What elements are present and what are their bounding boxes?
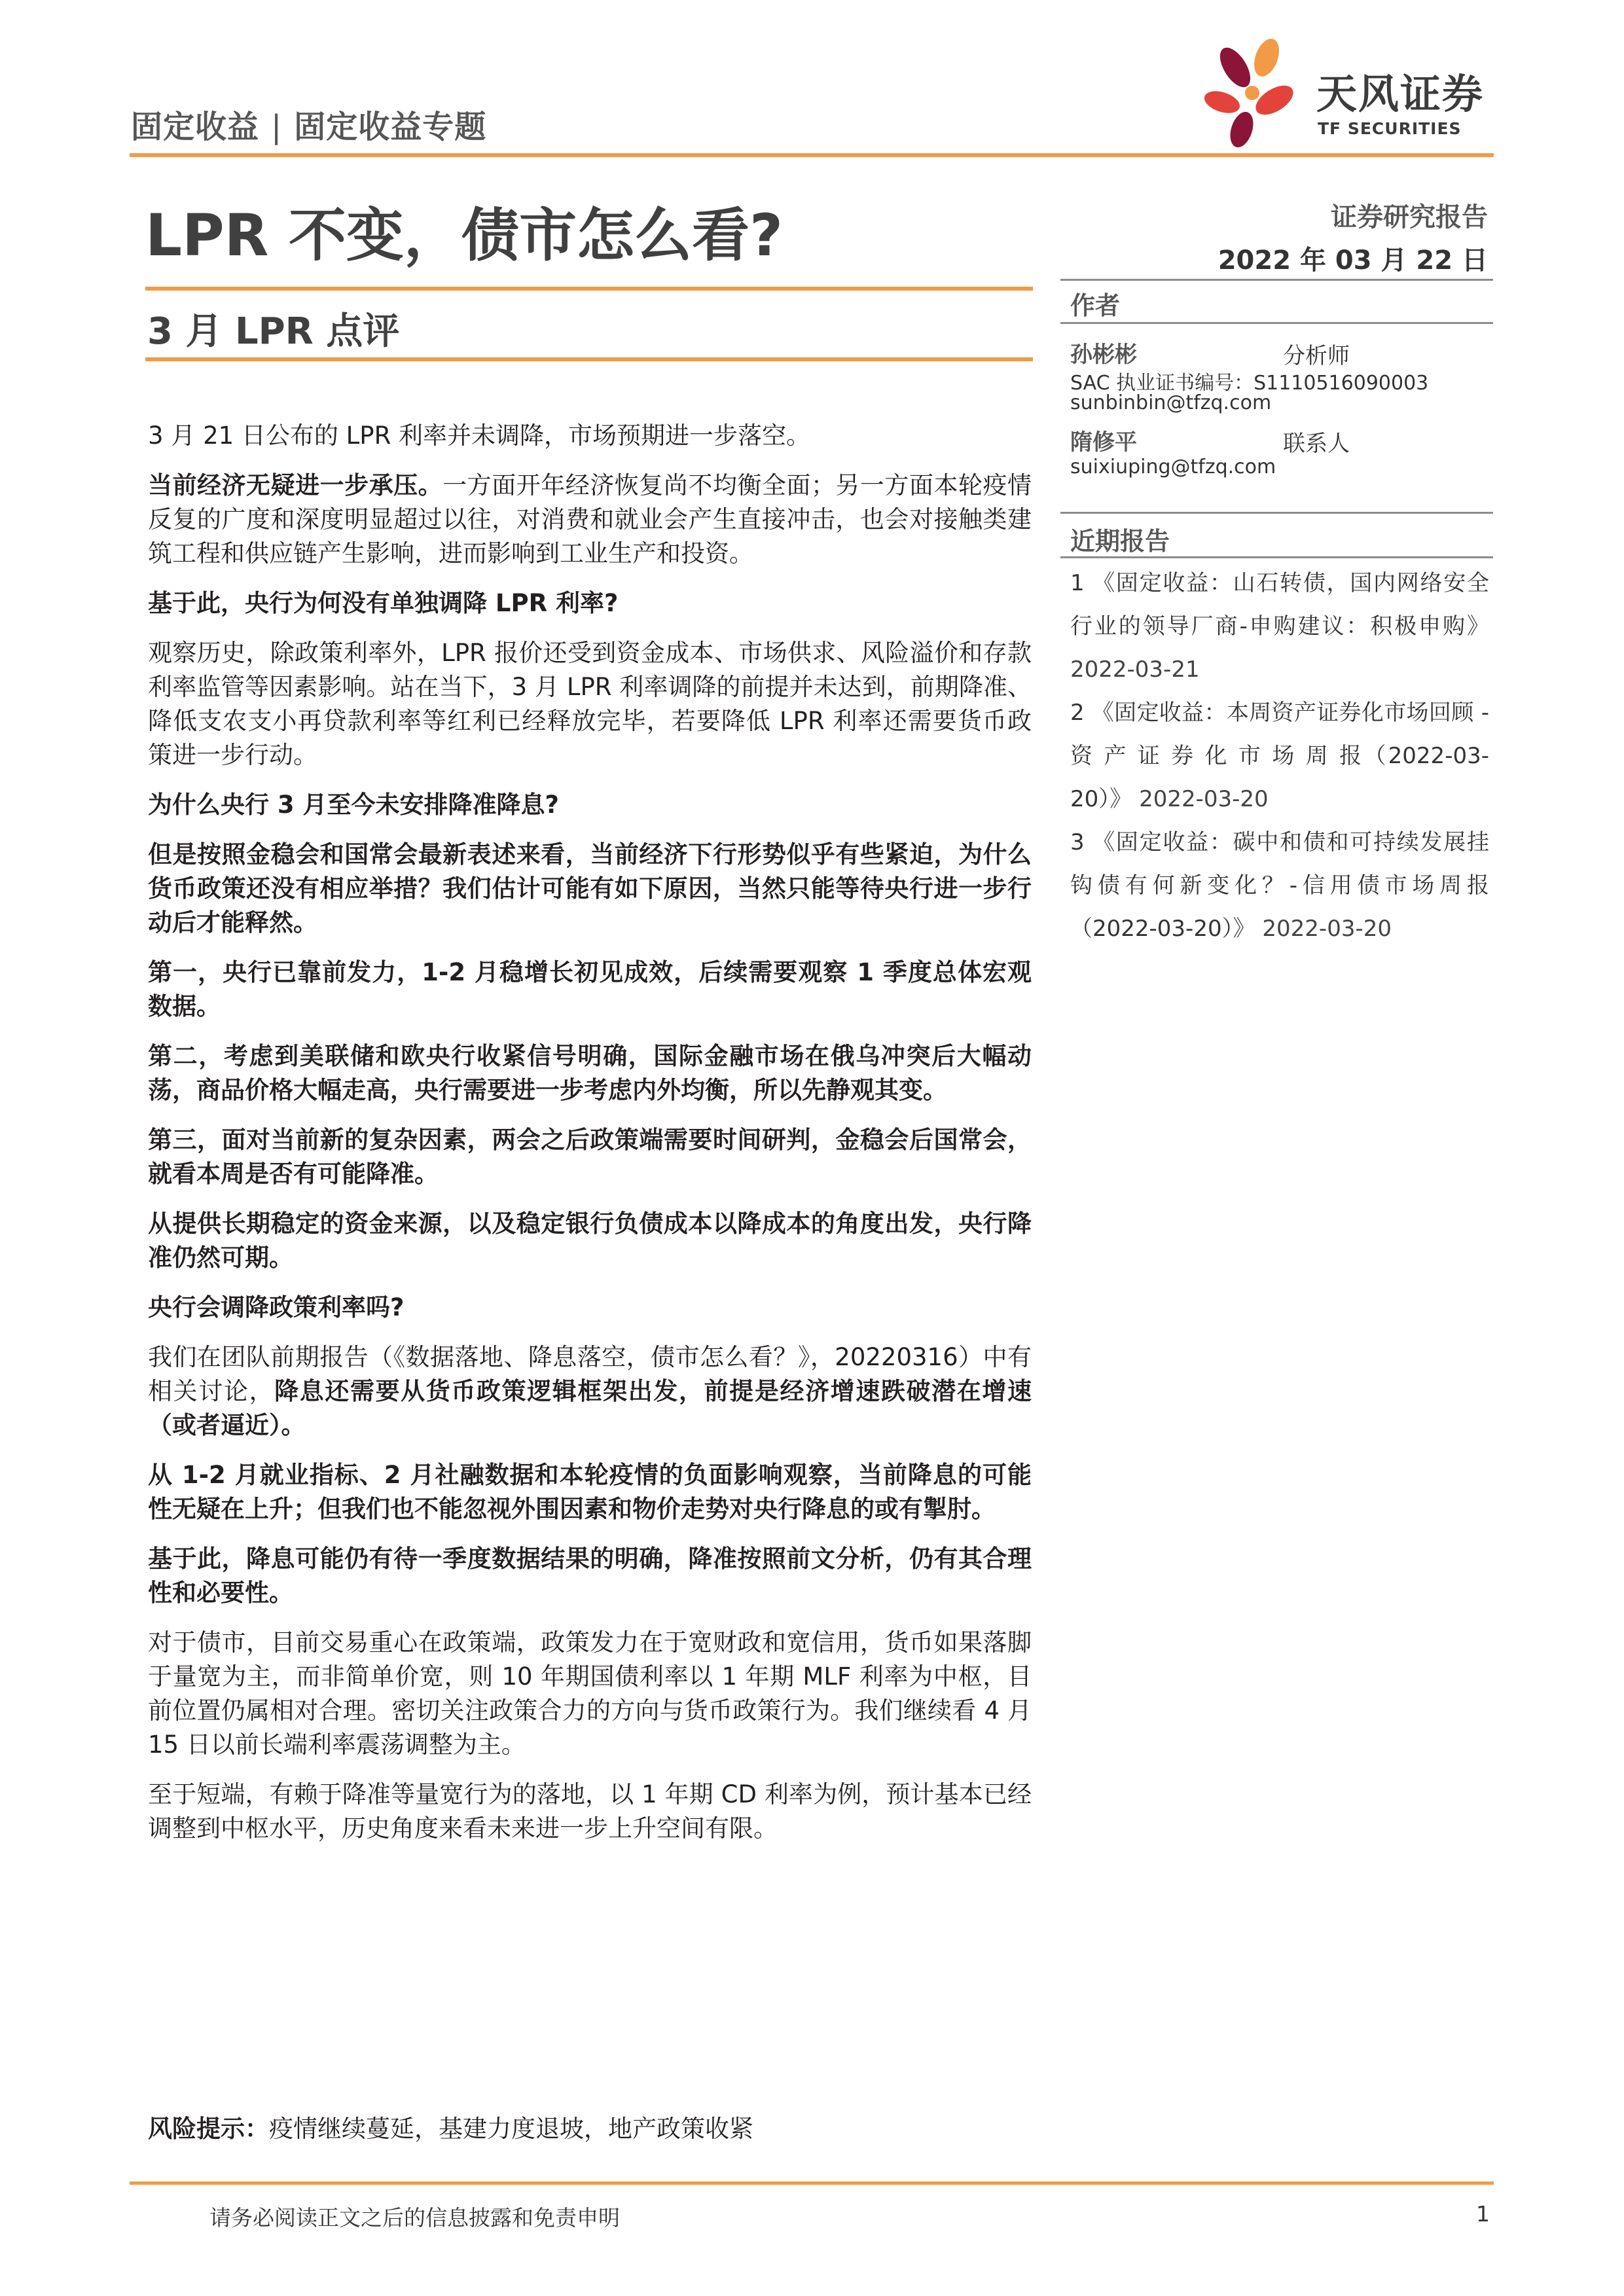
body-paragraph: 从 1-2 月就业指标、2 月社融数据和本轮疫情的负面影响观察，当前降息的可能性无疑在上升；但我们也不能忽视外围因素和物价走势对央行降息的或有掣肘。	[148, 1461, 1032, 1523]
section-question: 为什么央行 3 月至今未安排降准降息?	[148, 791, 559, 819]
breadcrumb-primary[interactable]: 固定收益	[131, 109, 260, 145]
recent-report-title: 1 《固定收益：山石转债，国内网络安全行业的领导厂商-申购建议：积极申购》	[1070, 570, 1489, 639]
recent-report-date: 2022-03-20	[1262, 916, 1392, 942]
risk-label: 风险提示：	[148, 2115, 269, 2143]
page-title: LPR 不变，债市怎么看?	[145, 202, 784, 269]
subtitle-divider	[145, 357, 1033, 361]
author-role: 分析师	[1283, 343, 1350, 369]
recent-report-title: 2 《固定收益：本周资产证券化市场回顾 - 资 产 证 券 化 市 场 周 报（2022-03-20）》	[1070, 700, 1489, 812]
petal-logo-icon	[1201, 38, 1312, 149]
section-question: 央行会调降政策利率吗?	[148, 1293, 405, 1321]
recent-top-divider	[1060, 512, 1493, 514]
report-type: 证券研究报告	[1331, 202, 1488, 232]
body-paragraph: 但是按照金稳会和国常会最新表述来看，当前经济下行形势似乎有些紧迫，为什么货币政策还没有相应举措？我们估计可能有如下原因，当然只能等待央行进一步行动后才能释然。	[148, 840, 1032, 937]
paragraph-emphasis: 降息还需要从货币政策逻辑框架出发，前提是经济增速跌破潜在增速（或者逼近）。	[148, 1377, 1032, 1439]
author-name: 孙彬彬	[1070, 342, 1137, 368]
body-paragraph: 第二，考虑到美联储和欧央行收紧信号明确，国际金融市场在俄乌冲突后大幅动荡，商品价格大幅走高，央行需要进一步考虑内外均衡，所以先静观其变。	[148, 1042, 1032, 1104]
list-item[interactable]	[1070, 562, 1489, 691]
footer-disclaimer[interactable]: 请务必阅读正文之后的信息披露和免责申明	[209, 2205, 620, 2231]
recent-report-date: 2022-03-20	[1139, 786, 1269, 812]
tf-securities-logo	[1201, 38, 1502, 149]
authors-divider	[1060, 322, 1493, 324]
breadcrumb-separator: |	[271, 109, 283, 145]
body-paragraph: 3 月 21 日公布的 LPR 利率并未调降，市场预期进一步落空。	[148, 422, 811, 450]
recent-divider	[1060, 556, 1493, 558]
authors-heading: 作者	[1070, 291, 1121, 320]
author-name: 隋修平	[1070, 429, 1137, 456]
breadcrumb-secondary[interactable]: 固定收益专题	[294, 109, 487, 145]
logo-en-text: TF SECURITIES	[1318, 119, 1462, 138]
body-paragraph: 从提供长期稳定的资金来源，以及稳定银行负债成本以降成本的角度出发，央行降准仍然可期。	[148, 1210, 1032, 1272]
body-paragraph: 至于短端，有赖于降准等量宽行为的落地，以 1 年期 CD 利率为例，预计基本已经调整到中枢水平，历史角度来看未来进一步上升空间有限。	[148, 1780, 1032, 1842]
body-paragraph: 基于此，降息可能仍有待一季度数据结果的明确，降准按照前文分析，仍有其合理性和必要性。	[148, 1545, 1032, 1607]
paragraph-text: 一方面开年经济恢复尚不均衡全面；另一方面本轮疫情反复的广度和深度明显超过以往，对消费和就业会产生直接冲击，也会对接触类建筑工程和供应链产生影响，进而影响到工业生产和投资。	[148, 471, 1032, 567]
recent-reports-list	[1070, 562, 1489, 950]
list-item[interactable]	[1070, 821, 1489, 950]
report-body	[148, 419, 1032, 1861]
page-subtitle: 3 月 LPR 点评	[147, 310, 400, 353]
recent-heading: 近期报告	[1070, 527, 1170, 556]
section-question: 基于此，央行为何没有单独调降 LPR 利率?	[148, 589, 619, 617]
paragraph-lead: 当前经济无疑进一步承压。	[148, 471, 443, 499]
body-paragraph: 第三，面对当前新的复杂因素，两会之后政策端需要时间研判，金稳会后国常会，就看本周是否有可能降准。	[148, 1126, 1032, 1188]
page-number: 1	[1476, 2201, 1490, 2227]
risk-warning	[148, 2109, 753, 2144]
footer-divider	[130, 2181, 1494, 2185]
report-date: 2022 年 03 月 22 日	[1218, 245, 1488, 276]
paragraph-text: 我们在团队前期报告（《数据落地、降息落空，债市怎么看？》，20220316）中有相关讨论，	[148, 1343, 1032, 1405]
author-license: SAC 执业证书编号：S1110516090003	[1070, 372, 1429, 395]
body-paragraph	[148, 1340, 1032, 1443]
recent-report-date: 2022-03-21	[1070, 656, 1200, 683]
breadcrumb	[131, 101, 486, 147]
body-paragraph: 第一，央行已靠前发力，1-2 月稳增长初见成效，后续需要观察 1 季度总体宏观数据。	[148, 958, 1032, 1020]
list-item[interactable]	[1070, 691, 1489, 821]
author-email[interactable]: sunbinbin@tfzq.com	[1070, 391, 1272, 414]
body-paragraph: 观察历史，除政策利率外，LPR 报价还受到资金成本、市场供求、风险溢价和存款利率监管等因素影响。站在当下，3 月 LPR 利率调降的前提并未达到，前期降准、降低支农支小再贷款利率等红利已经释放完毕，若要降低 LPR 利率还需要货币政策进一步行动。	[148, 639, 1032, 769]
date-divider	[1060, 279, 1493, 281]
recent-report-title: 3 《固定收益：碳中和债和可持续发展挂钩债有何新变化？-信用债市场周报（2022-03-20）》	[1070, 829, 1489, 942]
body-paragraph: 对于债市，目前交易重心在政策端，政策发力在于宽财政和宽信用，货币如果落脚于量宽为主，而非简单价宽，则 10 年期国债利率以 1 年期 MLF 利率为中枢，目前位置仍属相对合理。密切关注政策合力的方向与货币政策行为。我们继续看 4 月 15 日以前长端利率震荡调整为主。	[148, 1628, 1032, 1759]
risk-text: 疫情继续蔓延，基建力度退坡，地产政策收紧	[269, 2115, 753, 2143]
logo-cn-text: 天风证券	[1316, 70, 1485, 118]
header-divider	[130, 153, 1494, 157]
author-role: 联系人	[1283, 431, 1350, 457]
title-divider	[145, 287, 1033, 291]
body-paragraph	[148, 469, 1032, 571]
author-email[interactable]: suixiuping@tfzq.com	[1070, 456, 1276, 478]
